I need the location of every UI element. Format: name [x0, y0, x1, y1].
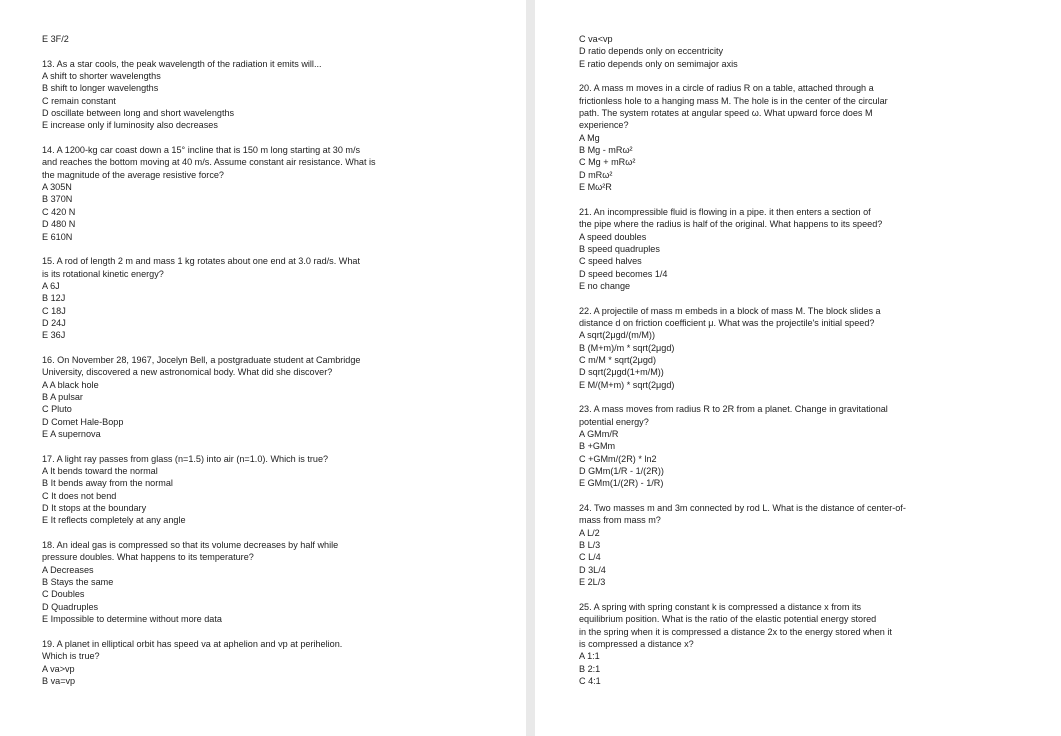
text-line: B Mg - mRω² [579, 145, 633, 156]
text-line: B speed quadruples [579, 243, 660, 254]
text-line: B L/3 [579, 540, 601, 551]
text-line: A 305N [42, 182, 72, 193]
text-line: D ratio depends only on eccentricity [579, 46, 724, 57]
text-line: E no change [579, 280, 631, 291]
text-line: C Mg + mRω² [579, 157, 636, 168]
text-line: A sqrt(2μgd/(m/M)) [579, 330, 655, 341]
text-line: Which is true? [42, 651, 100, 662]
text-line: 24. Two masses m and 3m connected by rod L. What is the distance of center-of- [579, 503, 906, 514]
text-line: 25. A spring with spring constant k is compressed a distance x from its [579, 601, 862, 612]
text-line: E It reflects completely at any angle [42, 515, 186, 526]
text-line: 21. An incompressible fluid is flowing in a pipe. it then enters a section of [579, 206, 871, 217]
blank-line [42, 626, 526, 638]
text-line: C 4:1 [579, 675, 601, 686]
text-line: D GMm(1/R - 1/(2R)) [579, 466, 664, 477]
text-line: 23. A mass moves from radius R to 2R from a planet. Change in gravitational [579, 404, 888, 415]
text-line: D 24J [42, 317, 66, 328]
text-line: E GMm(1/(2R) - 1/R) [579, 478, 664, 489]
text-line: E A supernova [42, 429, 101, 439]
text-line: C Doubles [42, 589, 85, 600]
text-line: D speed becomes 1/4 [579, 268, 668, 279]
text-line: potential energy? [579, 416, 649, 427]
text-line: D oscillate between long and short wavelengths [42, 108, 235, 119]
text-line: B shift to longer wavelengths [42, 83, 159, 94]
text-line: E 3F/2 [42, 34, 69, 44]
blank-line [579, 588, 1061, 600]
text-line: D Quadruples [42, 601, 99, 612]
text-line: C It does not bend [42, 490, 117, 501]
text-line: 18. An ideal gas is compressed so that its volume decreases by half while [42, 540, 339, 551]
text-line: C va<vp [579, 34, 613, 44]
text-line: E Impossible to determine without more data [42, 614, 222, 625]
blank-line [42, 243, 526, 255]
text-line: B va=vp [42, 675, 76, 686]
text-line: E increase only if luminosity also decreases [42, 120, 218, 131]
text-line: 15. A rod of length 2 m and mass 1 kg rotates about one end at 3.0 rad/s. What [42, 256, 360, 267]
text-line: E 36J [42, 330, 66, 341]
blank-line [42, 440, 526, 452]
text-line: 16. On November 28, 1967, Jocelyn Bell, a postgraduate student at Cambridge [42, 354, 361, 365]
text-line: E 2L/3 [579, 577, 606, 588]
blank-line [42, 45, 526, 57]
blank-line [42, 132, 526, 144]
text-line: A A black hole [42, 379, 99, 390]
blank-line [579, 391, 1061, 403]
blank-line [579, 193, 1061, 205]
text-line: D 3L/4 [579, 564, 606, 575]
text-line: C Pluto [42, 404, 72, 415]
text-line: A GMm/R [579, 429, 619, 439]
document-page-right [535, 0, 1061, 736]
text-line: 20. A mass m moves in a circle of radius R on a table, attached through a [579, 83, 874, 94]
text-line: B (M+m)/m * sqrt(2μgd) [579, 342, 675, 353]
text-line: 14. A 1200-kg car coast down a 15° incline that is 150 m long starting at 30 m/s [42, 145, 361, 156]
text-line: B 2:1 [579, 663, 601, 674]
blank-line [579, 490, 1061, 502]
text-line: A Decreases [42, 564, 94, 575]
text-line: E 610N [42, 231, 73, 242]
text-line: A shift to shorter wavelengths [42, 71, 161, 82]
text-line: 13. As a star cools, the peak wavelength of the radiation it emits will... [42, 58, 322, 69]
text-line: the magnitude of the average resistive force? [42, 169, 224, 180]
text-line: A Mg [579, 132, 600, 143]
text-line: A speed doubles [579, 231, 647, 242]
text-line: A L/2 [579, 527, 600, 538]
text-line: B It bends away from the normal [42, 478, 173, 489]
text-line: B 12J [42, 293, 66, 304]
text-line: pressure doubles. What happens to its temperature? [42, 552, 254, 563]
text-line: D It stops at the boundary [42, 503, 147, 514]
blank-line [42, 342, 526, 354]
text-line: B A pulsar [42, 391, 83, 402]
text-line: 19. A planet in elliptical orbit has speed va at aphelion and vp at perihelion. [42, 638, 343, 649]
text-line: in the spring when it is compressed a distance 2x to the energy stored when it [579, 626, 892, 637]
text-line: mass from mass m? [579, 515, 661, 526]
blank-line [579, 70, 1061, 82]
text-line: C +GMm/(2R) * ln2 [579, 453, 657, 464]
text-line: is its rotational kinetic energy? [42, 268, 164, 279]
text-line: A 6J [42, 280, 60, 291]
text-line: B +GMm [579, 441, 616, 452]
text-line: and reaches the bottom moving at 40 m/s. Assume constant air resistance. What is [42, 157, 376, 168]
text-line: the pipe where the radius is half of the original. What happens to its speed? [579, 219, 883, 230]
text-line: E ratio depends only on semimajor axis [579, 58, 738, 69]
text-line: C L/4 [579, 552, 601, 563]
text-line: E M/(M+m) * sqrt(2μgd) [579, 379, 675, 390]
text-line: path. The system rotates at angular speed ω. What upward force does M [579, 108, 873, 119]
text-line: B Stays the same [42, 577, 114, 588]
text-line: University, discovered a new astronomical body. What did she discover? [42, 367, 333, 378]
text-line: C m/M * sqrt(2μgd) [579, 354, 656, 365]
text-line: B 370N [42, 194, 73, 205]
text-line: experience? [579, 120, 629, 131]
text-line: is compressed a distance x? [579, 638, 694, 649]
text-line: D Comet Hale-Bopp [42, 416, 124, 427]
text-line: A va>vp [42, 663, 75, 674]
text-line: frictionless hole to a hanging mass M. The hole is in the center of the circular [579, 95, 888, 106]
text-line: D sqrt(2μgd(1+m/M)) [579, 367, 664, 378]
blank-line [42, 527, 526, 539]
text-line: 22. A projectile of mass m embeds in a block of mass M. The block slides a [579, 305, 881, 316]
text-line: equilibrium position. What is the ratio of the elastic potential energy stored [579, 614, 877, 625]
document-page-left [0, 0, 526, 736]
text-line: C 420 N [42, 206, 76, 217]
text-line: E Mω²R [579, 182, 612, 193]
text-line: distance d on friction coefficient μ. What was the projectile's initial speed? [579, 317, 875, 328]
text-line: D mRω² [579, 169, 613, 180]
text-line: D 480 N [42, 219, 76, 230]
text-line: A It bends toward the normal [42, 466, 158, 477]
blank-line [579, 292, 1061, 304]
text-line: C remain constant [42, 95, 116, 106]
text-line: C speed halves [579, 256, 642, 267]
text-line: A 1:1 [579, 651, 600, 662]
text-line: C 18J [42, 305, 66, 316]
text-line: 17. A light ray passes from glass (n=1.5) into air (n=1.0). Which is true? [42, 453, 329, 464]
